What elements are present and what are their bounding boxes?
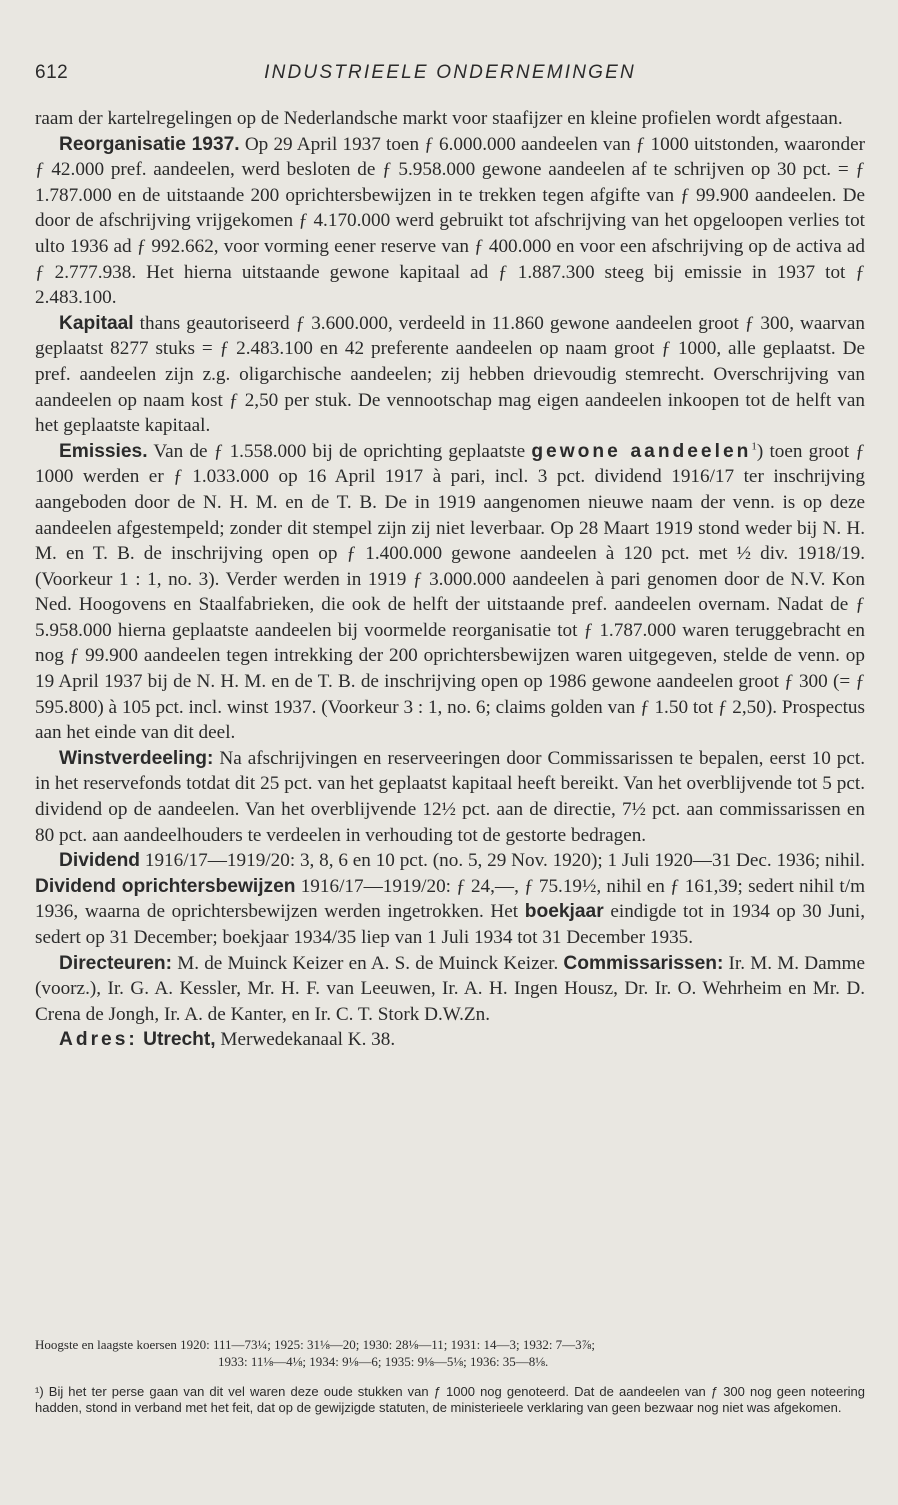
running-title: INDUSTRIEELE ONDERNEMINGEN [264,62,636,83]
heading-commissarissen: Commissarissen: [563,952,724,974]
paragraph-adres: Adres: Utrecht, Merwedekanaal K. 38. [59,1029,396,1051]
paragraph-kapitaal: Kapitaal thans geautoriseerd ƒ 3.600.000, verdeeld in 11.860 gewone aandeelen groot ƒ 300, waarvan geplaatst 8277 stuks = ƒ 2.483.100 en 42 preferente aandeelen op naam groot ƒ 1000, alle geplaatst. De pref. aandeelen zijn z.g. oligarchische aandeelen; zij hebben drievoudig stemrecht. Overschrijving van aandeelen op naam kost ƒ 2,50 per stuk. De vennootschap mag eigen aandeelen inkoopen tot de helft van het geplaatste kapitaal. [35,312,865,437]
paragraph-reorganisatie: Reorganisatie 1937. Op 29 April 1937 toen ƒ 6.000.000 aandeelen van ƒ 1000 uitstonden, waaronder ƒ 42.000 pref. aandeelen, werd besloten de ƒ 5.958.000 gewone aandeelen af te schrijven op 30 pct. = ƒ 1.787.000 en de uitstaande 200 oprichtersbewijzen in te trekken tegen afgifte van ƒ 99.900 aandeelen. De door de afschrijving vrijgekomen ƒ 4.170.000 werd gebruikt tot afschrijving van het opgeloopen verlies tot ulto 1936 ad ƒ 992.662, voor vorming eener reserve van ƒ 400.000 en voor een afschrijving op de activa ad ƒ 2.777.938. Het hierna uitstaande gewone kapitaal ad ƒ 1.887.300 steeg bij emissie in 1937 tot ƒ 2.483.100. [35,133,865,309]
paragraph-winstverdeeling: Winstverdeeling: Na afschrijvingen en reserveeringen door Commissarissen te bepalen, eerst 10 pct. in het reservefonds totdat dit 25 pct. van het geplaatst kapitaal heeft bereikt. Van het overblijvende tot 5 pct. dividend op de aandeelen. Van het overblijvende 12½ pct. aan de directie, 7½ pct. aan commissarissen en 80 pct. aan aandeelhouders te verdeelen in verhouding tot de gestorte bedragen. [35,747,865,846]
koersen-line-1: Hoogste en laagste koersen 1920: 111—73¼; 1925: 31⅛—20; 1930: 28⅛—11; 1931: 14—3; 1932: 7—3⅞; [35,1337,596,1352]
footnote-reference: 1 [751,440,757,453]
heading-kapitaal: Kapitaal [59,312,134,334]
koersen-line [35,1336,865,1370]
heading-directeuren: Directeuren: [59,952,173,974]
page-header [35,62,865,88]
footnote-marker: ¹) [35,1384,44,1399]
koersen-line-2: 1933: 11⅛—4⅛; 1934: 9⅛—6; 1935: 9⅛—5⅛; 1936: 35—8⅛. [218,1354,549,1369]
body-text [35,106,865,1053]
footnote [35,1384,865,1416]
heading-reorganisatie: Reorganisatie 1937. [59,133,240,155]
emphasis-gewone-aandeelen: gewone aandeelen [531,440,752,462]
paragraph-intro: raam der kartelregelingen op de Nederlandsche markt voor staafijzer en kleine profielen wordt afgestaan. [35,108,843,129]
heading-winstverdeeling: Winstverdeeling: [59,747,214,769]
page-number: 612 [35,62,69,83]
heading-dividend-oprichtersbewijzen: Dividend oprichtersbewijzen [35,875,296,897]
paragraph-dividend: Dividend 1916/17—1919/20: 3, 8, 6 en 10 pct. (no. 5, 29 Nov. 1920); 1 Juli 1920—31 Dec. 1936; nihil. Dividend oprichtersbewijzen 1916/17—1919/20: ƒ 24,—, ƒ 75.19½, nihil en ƒ 161,39; sedert nihil t/m 1936, waarna de oprichtersbewijzen werden ingetrokken. Het boekjaar eindigde tot in 1934 op 30 Juni, sedert op 31 December; boekjaar 1934/35 liep van 1 Juli 1934 tot 31 December 1935. [35,850,865,948]
paragraph-directeuren: Directeuren: M. de Muinck Keizer en A. S. de Muinck Keizer. Commissarissen: Ir. M. M. Damme (voorz.), Ir. G. A. Kessler, Mr. H. F. van Leeuwen, Ir. A. H. Ingen Housz, Dr. Ir. O. Wehrheim en Mr. D. Crena de Jongh, Ir. A. de Kanter, en Ir. C. T. Stork D.W.Zn. [35,952,865,1025]
adres-city: Utrecht, [137,1029,216,1051]
footnote-text: Bij het ter perse gaan van dit vel waren deze oude stukken van ƒ 1000 nog genoteerd. Dat de aandeelen van ƒ 300 nog geen noteering hadden, stond in verband met het feit, dat op de gewijzigde statuten, de ministerieele verklaring van geen bezwaar nog niet was afgekomen. [35,1384,865,1415]
heading-boekjaar: boekjaar [524,901,604,923]
heading-adres: Adres: [59,1029,138,1051]
heading-dividend: Dividend [59,850,141,872]
heading-emissies: Emissies. [59,440,148,462]
paragraph-emissies: Emissies. Van de ƒ 1.558.000 bij de oprichting geplaatste gewone aandeelen$^1$) toen groot ƒ 1000 werden er ƒ 1.033.000 op 16 April 1917 à pari, incl. 3 pct. dividend 1916/17 ter inschrijving aangeboden door de N. H. M. en de T. B. De in 1919 aangenomen nieuwe naam der venn. is op deze aandeelen afgestempeld; zonder dit stempel zijn zij niet leverbaar. Op 28 Maart 1919 stond weder bij N. H. M. en T. B. de inschrijving open op ƒ 1.400.000 gewone aandeelen à 120 pct. met ½ div. 1918/19. (Voorkeur 1 : 1, no. 3). Verder werden in 1919 ƒ 3.000.000 aandeelen à pari genomen door de N.V. Kon Ned. Hoogovens en Staalfabrieken, die ook de helft der uitstaande pref. aandeelen overnam. Nadat de ƒ 5.958.000 hierna geplaatste aandeelen bij voormelde reorganisatie tot ƒ 1.787.000 waren teruggebracht en nog ƒ 99.900 aandeelen tegen intrekking der 200 oprichtersbewijzen waren uitgegeven, stelde de venn. op 19 April 1937 bij de N. H. M. en de T. B. de inschrijving open op 1986 gewone aandeelen groot ƒ 300 (= ƒ 595.800) à 105 pct. incl. winst 1937. (Voorkeur 3 : 1, no. 6; claims golden van ƒ 1.50 tot ƒ 2,50). Prospectus aan het einde van dit deel. [35,440,865,744]
